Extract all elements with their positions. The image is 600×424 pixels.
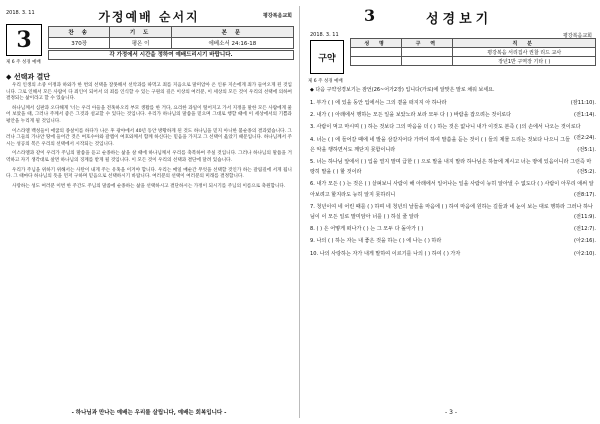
name-field[interactable] bbox=[351, 48, 402, 57]
order-header: 찬 송 bbox=[49, 27, 110, 38]
question-text: 7. 청년이여 네 어린 때를 ( ) 하며 네 청년의 날들을 마음에 ( ) 하여 마음에 원하는 길들과 네 눈이 보는 대로 행하라 그러나 하나님이 이 모든 일로 말미암아 너를 ( ) 하실 줄 알라 bbox=[310, 203, 593, 221]
name-field[interactable] bbox=[351, 57, 402, 66]
verse-ref: (전1:14). bbox=[574, 112, 596, 119]
info-header: 성 명 bbox=[351, 39, 402, 48]
verse-ref: (전5:2). bbox=[577, 169, 596, 176]
role-options: 평강복음 서리집사 권찰 리드 교사 bbox=[453, 48, 596, 57]
paragraph: 우리가 주님을 위하기 위해서는 사탄이 내게 주는 유혹을 이겨야 합니다. 우리는 매일 매순간 무엇을 선택할 것인가 하는 갈림길에 서게 됩니다. 그 때마다 하나님의 뜻을 먼저 구하며 믿음으로 선택하시기 바랍니다. 여러분의 선택이 여러분의 미래를 결정합니다. bbox=[6, 167, 292, 180]
district-field[interactable] bbox=[402, 48, 453, 57]
verse-ref: (아2:10). bbox=[574, 250, 596, 257]
role-options: 장년1반 구역장 기타 ( ) bbox=[453, 57, 596, 66]
question-text: 6. 내가 모든 ( ) 는 것은 ( ) 살펴보니 사람이 해 아래에서 일어나는 일을 사람이 능히 알아낼 수 없도다 ( ) 사람이 아무리 애써 알아보려고 할지라도 능히 알지 못하리니 bbox=[310, 181, 594, 198]
question-item bbox=[310, 236, 596, 246]
question-text: 3. 사람이 먹고 마시며 ( ) 하는 것보다 그의 마음을 더 ( ) 하는 것은 없나니 내가 이것도 본즉 ( )의 손에서 나오는 것이로다 bbox=[310, 124, 581, 131]
order-cell: 370장 bbox=[49, 38, 110, 49]
date: 2018. 3. 11 bbox=[310, 32, 339, 38]
question-item bbox=[310, 98, 596, 108]
paragraph: 사랑하는 성도 여러분 이번 한 주간도 주님의 말씀에 순종하는 삶을 선택하시고 결단하시는 가정이 되시기를 주님의 이름으로 축원합니다. bbox=[12, 183, 286, 189]
question-text: 9. 나의 ( ) 하는 자는 내 좋은 것을 하는 ( ) 에 나는 ( ) 하라 bbox=[310, 238, 442, 245]
question-text: 2. 내가 ( ) 아래에서 행하는 모든 일을 보았노라 보라 모두 다 ( ) 바람을 잡으려는 것이로다 bbox=[310, 112, 512, 119]
question-item bbox=[310, 224, 596, 234]
order-header: 본 문 bbox=[171, 27, 293, 38]
question-text: 10. 나의 사랑하는 자가 내게 말하여 이르기를 나의 ( ) 하여 ( ) 가자 bbox=[310, 250, 461, 257]
question-item bbox=[310, 249, 596, 259]
week-number-box: 3 bbox=[6, 24, 42, 56]
question-text: 8. ( ) 은 어떻게 떠나가 ( ) 는 그 모두 다 돌아가 ( ) bbox=[310, 226, 424, 233]
question-text: 4. 너는 ( ) 에 들어갈 때에 네 발을 삼갈지어다 가까이 하여 말씀을 듣는 것이 ( ) 들의 제물 드리는 것보다 나으니 그들은 악을 행하면서도 깨닫지 못함이니라 bbox=[310, 136, 571, 153]
sermon-heading: ◆ 선택과 결단 bbox=[6, 73, 51, 81]
page-number: - 3 - bbox=[445, 409, 457, 416]
paragraph: 이스라엘과 같이 우리가 주님의 말씀을 듣고 순종하는 삶을 살 때에 하나님께서 우리를 축복하여 주실 것입니다. 그러나 하나님의 말씀을 거역하고 자기 생각대로 살면 하나님의 징계를 받게 될 것입니다. 이 모든 것이 우리의 선택과 결단에 달려 있습니다. bbox=[6, 151, 292, 163]
page-divider bbox=[299, 6, 300, 418]
order-table bbox=[48, 26, 294, 49]
question-item bbox=[310, 135, 596, 155]
paragraph: 우리 인생의 소중 이정과 하와가 한 번의 선택을 잘못해서 선악과를 따먹고 죄를 지음으로 말미암아 온 인류 지손에게 죄가 들어오게 된 것입니다. 그로 인해서 모든 사람이 다 죄인이 되어서 의 죄를 인식할 수 있는 구원의 길은 이상의 여러분, 이 세상의 모든 것이 우리의 선택에 의하여 결정되는 삶이라고 할 수 있습니다. bbox=[6, 83, 292, 102]
verse-ref: (전5:1). bbox=[577, 146, 596, 153]
member-info-table bbox=[350, 38, 596, 66]
info-header: 구 역 bbox=[402, 39, 453, 48]
sermon-text bbox=[6, 83, 292, 193]
verse-ref: (전2:24). bbox=[574, 134, 596, 141]
testament-box: 구약 bbox=[310, 40, 344, 74]
weekly-label: 제 6 주 성경 예배 bbox=[6, 60, 41, 65]
question-text: 1. 부가 ( ) 에 있을 동안 입에서는 그의 곁을 떠지지 아 하나라 bbox=[310, 100, 447, 106]
question-item bbox=[310, 110, 596, 120]
verse-ref: (잠11:10). bbox=[570, 100, 596, 106]
question-item bbox=[310, 202, 596, 222]
verse-ref: (전12:7). bbox=[574, 226, 596, 233]
page-title: 성경보기 bbox=[426, 12, 493, 27]
question-item bbox=[310, 157, 596, 177]
week-number: 3 bbox=[364, 6, 376, 25]
question-text: 5. 너는 하나님 앞에서 ( ) 입을 열지 말며 급한 ( ) 으로 말을 내지 말라 하나님은 하늘에 계시고 너는 땅에 있음이니라 그런즉 마땅히 말을 ( ) 할 것이라 bbox=[310, 159, 592, 176]
question-item bbox=[310, 122, 596, 141]
question-list bbox=[310, 98, 596, 261]
verse-ref: (전8:17). bbox=[574, 191, 596, 198]
verse-ref: (전11:9). bbox=[574, 214, 596, 221]
order-header: 기 도 bbox=[110, 27, 171, 38]
paragraph: 이스라엘 백성들이 애굽의 종살이를 하다가 나온 후 광야에서 40년 동안 방황하게 된 것도 하나님을 믿지 아니한 불순종의 결과였습니다. 그러나 그들의 가나안 땅에 들어간 것은 여호수아와 갈렙이 여호와께서 함께 하신다는 믿음을 가지고 그 선택이 옳았기 때문입니다. 하나님께서 주시는 성공의 복은 우리의 선택에서 시작되는 것입니다. bbox=[6, 128, 292, 147]
notice-banner: 각 가정에서 시간을 정하여 예배드리시기 바랍니다. bbox=[48, 50, 294, 60]
bible-reading-page bbox=[306, 6, 596, 418]
page-title: 가정예배 순서지 bbox=[98, 10, 200, 24]
district-field[interactable] bbox=[402, 57, 453, 66]
order-cell: 평온 이 bbox=[110, 38, 171, 49]
page-footer: - 하나님과 만나는 예배는 우리를 살립니다, 예배는 회복입니다 - bbox=[71, 410, 227, 416]
order-cell: 에베소서 24:16-18 bbox=[171, 38, 293, 49]
instructions: ◆ 다음 구약성경보기는 잠언(26~어가2장) 입니다(가로)에 알맞은 말로 채워 보세요. bbox=[310, 87, 495, 93]
church-name: 평강복음교회 bbox=[563, 33, 592, 39]
weekly-label: 제 6 주 성경 예배 bbox=[308, 79, 343, 84]
question-item bbox=[310, 179, 596, 199]
church-name: 평강복음교회 bbox=[263, 13, 292, 19]
info-header: 직 분 bbox=[453, 39, 596, 48]
paragraph: 하나님께서 심판과 오다해게 '너는 우리 아들을 전혹하오리 부모 생활를 한 거다, 요리한 과일이 떨어지고 가서 지정을 말한 모든 사람에게 물어 보았을 때, 그러나 주께서 좋은 그것과 설교할 수 있다는 것입니다. 우리가 하나님의 말씀을 믿으며 그대로 행할 때에 이 세상에서의 기쁨과 평안을 누리게 될 것입니다. bbox=[6, 105, 292, 124]
worship-order-page bbox=[4, 6, 294, 418]
date: 2018. 3. 11 bbox=[6, 10, 35, 16]
verse-ref: (아2:16). bbox=[574, 238, 596, 245]
